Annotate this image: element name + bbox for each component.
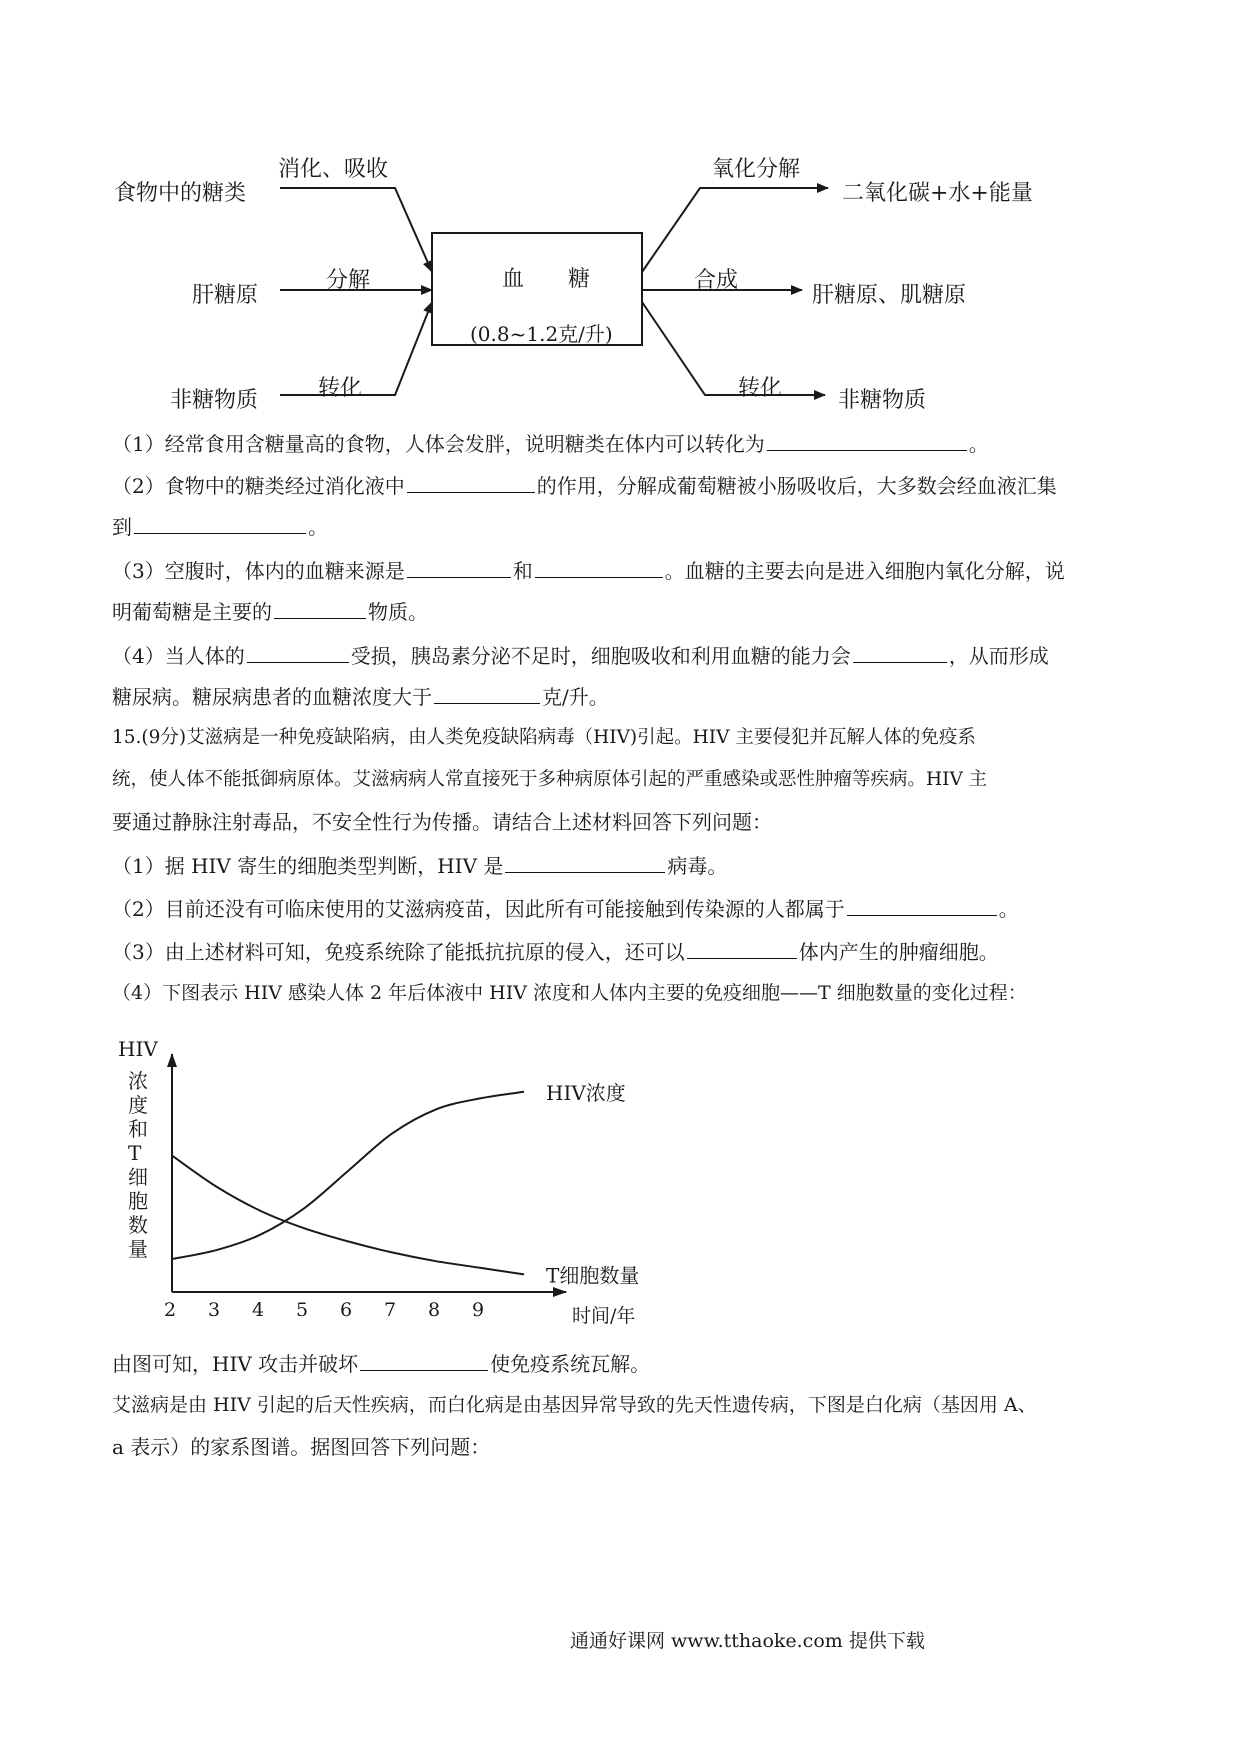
answer-blank[interactable] [134, 511, 306, 534]
x-tick-label: 9 [472, 1299, 485, 1321]
q15-part1: （1）据 HIV 寄生的细胞类型判断，HIV 是 病毒。 [112, 850, 727, 880]
x-tick-label: 3 [208, 1299, 221, 1321]
q14-part3-line2: 明葡萄糖是主要的 物质。 [112, 596, 428, 626]
y-axis-label [128, 1069, 148, 1261]
answer-blank[interactable] [407, 470, 535, 493]
q15-part2: （2）目前还没有可临床使用的艾滋病疫苗，因此所有可能接触到传染源的人都属于 。 [112, 893, 1019, 923]
y-axis-label-char: T [128, 1141, 142, 1165]
y-axis-label-char: 胞 [128, 1189, 148, 1213]
answer-blank[interactable] [407, 555, 511, 578]
q14-part4-line1: （4）当人体的 受损，胰岛素分泌不足时，细胞吸收和利用血糖的能力会 ，从而形成 [112, 640, 1049, 670]
x-tick-label: 2 [164, 1299, 177, 1321]
y-axis-label-char: 浓 [128, 1069, 148, 1093]
answer-blank[interactable] [247, 640, 349, 663]
x-tick-label: 6 [340, 1299, 353, 1321]
q15-intro-line3: 要通过静脉注射毒品，不安全性行为传播。请结合上述材料回答下列问题： [112, 810, 772, 834]
answer-blank[interactable] [847, 893, 997, 916]
t-cell-count-label: T细胞数量 [546, 1263, 640, 1288]
hiv-concentration-label: HIV浓度 [546, 1080, 626, 1105]
hiv-chart [110, 1030, 730, 1330]
answer-blank[interactable] [687, 936, 797, 959]
y-axis-label-char: 量 [128, 1237, 148, 1261]
hiv-concentration-curve [172, 1092, 524, 1259]
process-convert-out: 转化 [738, 376, 783, 401]
source-non-sugar: 非糖物质 [170, 388, 259, 413]
blood-glucose-title: 血 糖 [502, 267, 591, 292]
q15-part3: （3）由上述材料可知，免疫系统除了能抵抗抗原的侵入，还可以 体内产生的肿瘤细胞。 [112, 936, 999, 966]
footer-source: 通通好课网 www.tthaoke.com 提供下载 [570, 1630, 925, 1652]
x-tick-label: 4 [252, 1299, 265, 1321]
q15-part4: （4）下图表示 HIV 感染人体 2 年后体液中 HIV 浓度和人体内主要的免疫细胞——T 细胞数量的变化过程： [112, 982, 1027, 1004]
q15-intro-line2: 统，使人体不能抵御病原体。艾滋病病人常直接死于多种病原体引起的严重感染或恶性肿瘤等疾病。HIV 主 [112, 769, 988, 790]
output-non-sugar: 非糖物质 [838, 388, 927, 413]
answer-blank[interactable] [360, 1348, 488, 1371]
arrow-oxidation [642, 188, 828, 272]
t-cell-count-curve [172, 1156, 524, 1275]
y-axis-label-char: 数 [128, 1213, 148, 1237]
diagram-arrows [0, 0, 1240, 420]
process-convert-in: 转化 [318, 376, 363, 401]
answer-blank[interactable] [535, 555, 663, 578]
blood-glucose-range: (0.8~1.2克/升) [470, 322, 613, 346]
answer-blank[interactable] [767, 428, 967, 451]
process-oxidation: 氧化分解 [712, 157, 801, 182]
arrow-non-sugar-out [642, 302, 825, 395]
output-glycogen: 肝糖原、肌糖原 [812, 283, 967, 308]
q14-part1: （1）经常食用含糖量高的食物，人体会发胖，说明糖类在体内可以转化为 。 [112, 428, 989, 458]
q14-part4-line2: 糖尿病。糖尿病患者的血糖浓度大于 克/升。 [112, 681, 609, 711]
q15-conclusion: 由图可知，HIV 攻击并破坏 使免疫系统瓦解。 [112, 1348, 650, 1378]
answer-blank[interactable] [434, 681, 540, 704]
y-axis-label-char: 度 [128, 1093, 148, 1117]
process-synthesis: 合成 [694, 268, 739, 293]
answer-blank[interactable] [853, 640, 947, 663]
arrow-food-sugar [280, 188, 432, 272]
x-axis-label: 时间/年 [572, 1305, 636, 1327]
answer-blank[interactable] [274, 596, 366, 619]
x-tick-label: 5 [296, 1299, 309, 1321]
albinism-intro-line2: a 表示）的家系图谱。据图回答下列问题： [112, 1435, 491, 1459]
q15-intro-line1: 15.(9分)艾滋病是一种免疫缺陷病，由人类免疫缺陷病毒（HIV)引起。HIV 主要侵犯并瓦解人体的免疫系 [112, 727, 976, 748]
process-digest-absorb: 消化、吸收 [278, 157, 389, 182]
x-tick-label: 8 [428, 1299, 441, 1321]
answer-blank[interactable] [505, 850, 665, 873]
y-axis-label-char: 和 [128, 1117, 148, 1141]
y-axis-label-head: HIV [118, 1037, 158, 1061]
x-ticks [164, 1299, 484, 1321]
q14-part2-line2: 到 。 [112, 511, 328, 541]
source-liver-glycogen: 肝糖原 [192, 283, 259, 308]
x-tick-label: 7 [384, 1299, 397, 1321]
albinism-intro-line1: 艾滋病是由 HIV 引起的后天性疾病，而白化病是由基因异常导致的先天性遗传病，下图是白化病（基因用 A、 [112, 1394, 1037, 1416]
y-axis-label-char: 细 [128, 1165, 148, 1189]
q14-part2-line1: （2）食物中的糖类经过消化液中 的作用，分解成葡萄糖被小肠吸收后，大多数会经血液汇集 [112, 470, 1057, 500]
output-co2-water-energy: 二氧化碳+水+能量 [842, 181, 1033, 206]
process-decompose: 分解 [326, 268, 371, 293]
source-food-sugar: 食物中的糖类 [114, 181, 247, 206]
q14-part3-line1: （3）空腹时，体内的血糖来源是 和 。血糖的主要去向是进入细胞内氧化分解，说 [112, 555, 1065, 585]
